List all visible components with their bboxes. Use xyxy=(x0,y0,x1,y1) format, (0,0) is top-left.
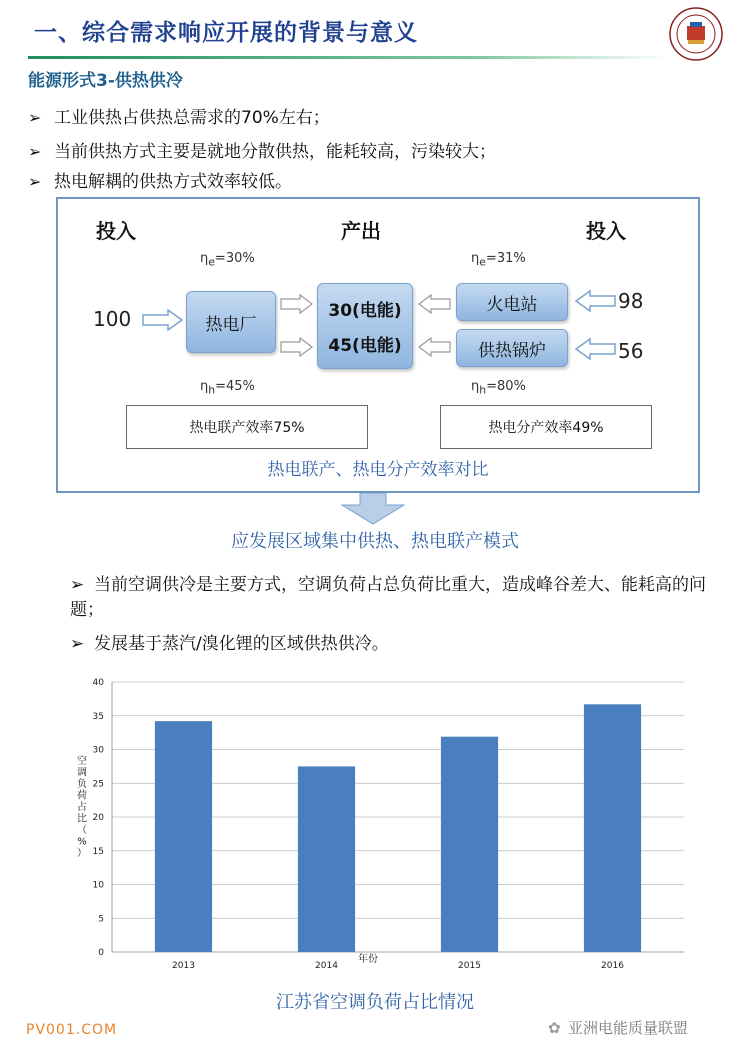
output-box xyxy=(317,283,413,369)
footer-site: PV001.COM xyxy=(26,1022,118,1038)
hollow-arrow-left-icon xyxy=(574,338,616,360)
thermal-plant-box: 火电站 xyxy=(456,283,568,321)
header-output: 产出 xyxy=(341,219,381,243)
eta-e-left: $\eta_e=30\%$ xyxy=(200,251,255,269)
output-heat: 45(电能) xyxy=(328,336,402,356)
input-value-left: 100 xyxy=(93,307,132,331)
input-value-thermal: 98 xyxy=(618,289,644,313)
chart-y-label: 空调负荷占比（%） xyxy=(77,756,87,859)
bullet-arrow-icon: ➢ xyxy=(28,108,42,127)
hollow-arrow-right-icon xyxy=(142,309,184,331)
chart-bars xyxy=(155,704,641,952)
chart-x-tick-label: 2013 xyxy=(172,961,195,971)
separate-efficiency-box: 热电分产效率49% xyxy=(440,405,652,449)
title-bar xyxy=(0,0,750,62)
bar-chart xyxy=(64,672,704,982)
hollow-arrow-right-icon xyxy=(280,294,314,314)
hollow-arrow-right-icon xyxy=(280,337,314,357)
chp-plant-box: 热电厂 xyxy=(186,291,276,353)
chart-y-tick-label: 40 xyxy=(92,678,104,688)
eta-h-right: $\eta_h=80\%$ xyxy=(471,379,526,397)
chart-x-tick-label: 2015 xyxy=(458,961,481,971)
chart-y-tick-label: 30 xyxy=(92,745,104,756)
university-seal-icon xyxy=(668,6,724,62)
chart-y-tick-label: 35 xyxy=(92,711,104,722)
chart-y-tick-label: 10 xyxy=(92,880,104,891)
bullet-text: 当前空调供冷是主要方式，空调负荷占总负荷比重大，造成峰谷差大、能耗高的问题； xyxy=(70,575,706,620)
chart-x-tick-label: 2014 xyxy=(315,961,338,971)
bullet-item xyxy=(28,167,292,192)
efficiency-diagram xyxy=(56,197,700,493)
chart-y-tick-label: 0 xyxy=(98,948,104,958)
chart-bar-2016 xyxy=(584,704,641,952)
bullet-arrow-icon: ➢ xyxy=(28,142,42,161)
chart-x-label: 年份 xyxy=(358,954,378,965)
header-input-left: 投入 xyxy=(96,219,136,243)
diagram-caption: 热电联产、热电分产效率对比 xyxy=(267,460,489,480)
chart-y-tick-label: 5 xyxy=(98,914,104,925)
chart-y-ticks xyxy=(93,678,105,958)
hollow-arrow-left-icon xyxy=(417,337,451,357)
input-value-boiler: 56 xyxy=(618,339,644,363)
page-title: 一、综合需求响应开展的背景与意义 xyxy=(34,20,418,46)
hollow-arrow-left-icon xyxy=(417,294,451,314)
bullet-text: 工业供热占供热总需求的70%左右； xyxy=(54,108,330,128)
title-underline xyxy=(28,56,668,59)
chart-bar-2015 xyxy=(441,737,498,952)
bullet-item xyxy=(28,137,496,162)
chart-bar-2013 xyxy=(155,721,212,952)
bullet-arrow-icon: ➢ xyxy=(28,172,42,191)
chart-x-tick-label: 2016 xyxy=(601,961,624,971)
chart-title: 江苏省空调负荷占比情况 xyxy=(276,992,474,1013)
chart-y-tick-label: 20 xyxy=(92,813,104,823)
chart-x-ticks xyxy=(172,961,624,971)
footer-brand: ✿ 亚洲电能质量联盟 xyxy=(548,1019,689,1037)
section-subtitle: 能源形式3-供热供冷 xyxy=(28,71,183,91)
down-arrow-icon xyxy=(340,493,406,525)
eta-e-right: $\eta_e=31\%$ xyxy=(471,251,526,269)
wechat-icon: ✿ xyxy=(548,1019,561,1037)
bullet-arrow-icon: ➢ xyxy=(70,575,85,595)
chp-efficiency-box: 热电联产效率75% xyxy=(126,405,368,449)
bullet-item xyxy=(28,103,330,128)
eta-h-left: $\eta_h=45\%$ xyxy=(200,379,255,397)
bullet-item xyxy=(70,629,389,654)
chart-y-tick-label: 25 xyxy=(92,779,104,790)
bullet-text: 发展基于蒸汽/溴化锂的区域供热供冷。 xyxy=(94,634,389,654)
header-input-right: 投入 xyxy=(586,219,626,243)
conclusion-text: 应发展区域集中供热、热电联产模式 xyxy=(231,531,519,552)
boiler-box: 供热锅炉 xyxy=(456,329,568,367)
bullet-text: 热电解耦的供热方式效率较低。 xyxy=(54,172,292,192)
chart-y-tick-label: 15 xyxy=(92,846,104,857)
bullet-arrow-icon: ➢ xyxy=(70,634,85,654)
bullet-text: 当前供热方式主要是就地分散供热，能耗较高，污染较大； xyxy=(54,142,496,162)
bullet-item xyxy=(70,573,710,623)
hollow-arrow-left-icon xyxy=(574,290,616,312)
chart-bar-2014 xyxy=(298,766,355,952)
output-electric: 30(电能) xyxy=(328,301,402,321)
